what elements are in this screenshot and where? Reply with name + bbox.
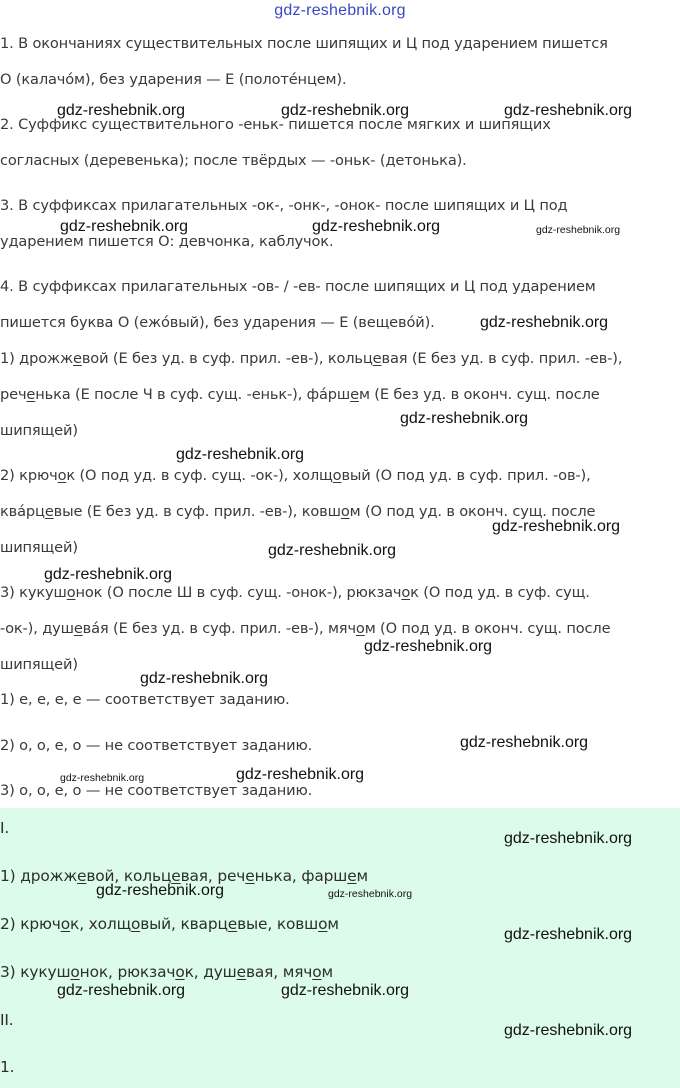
watermark: gdz-reshebnik.org	[480, 314, 609, 331]
underlined-letter: о	[60, 915, 71, 933]
analysis-1-line-3: шипящей)	[0, 422, 78, 439]
underlined-letter: о	[332, 467, 342, 484]
underlined-letter: е	[227, 915, 238, 933]
rule-2-line-1: 2. Суффикс существительного -еньк- пишется после мягких и шипящих	[0, 116, 551, 133]
analysis-3-line-1: 3) кукушонок (О после Ш в суф. сущ. -онок-), рюкзачок (О под уд. в суф. сущ.	[0, 584, 590, 601]
underlined-letter: е	[44, 503, 54, 520]
watermark: gdz-reshebnik.org	[504, 1022, 633, 1039]
watermark: gdz-reshebnik.org	[268, 542, 397, 559]
watermark: gdz-reshebnik.org	[536, 224, 621, 236]
answer-row-2: 2) крючок, холщовый, кварцевые, ковшом	[0, 915, 339, 933]
rule-1-line-2: О (калачо́м), без ударения — Е (полоте́нцем).	[0, 71, 347, 88]
answer-row-1: 1) дрожжевой, кольцевая, реченька, фаршем	[0, 867, 368, 885]
underlined-letter: е	[77, 867, 87, 885]
underlined-letter: о	[70, 963, 80, 981]
analysis-3-line-3: шипящей)	[0, 656, 78, 673]
section-2-heading: II.	[0, 1011, 14, 1029]
underlined-letter: о	[57, 467, 67, 484]
watermark: gdz-reshebnik.org	[57, 982, 186, 999]
analysis-1-line-1: 1) дрожжевой (Е без уд. в суф. прил. -ев-), кольцевая (Е без уд. в суф. прил. -ев-),	[0, 350, 623, 367]
answer-panel	[0, 808, 680, 1088]
rule-4-line-1: 4. В суффиксах прилагательных -ов- / -ев- после шипящих и Ц под ударением	[0, 278, 596, 295]
watermark: gdz-reshebnik.org	[504, 102, 633, 119]
watermark: gdz-reshebnik.org	[60, 218, 189, 235]
underlined-letter: е	[347, 867, 357, 885]
underlined-letter: о	[66, 584, 76, 601]
watermark: gdz-reshebnik.org	[460, 734, 589, 751]
rule-3-line-2: ударением пишется О: девчонка, каблучок.	[0, 233, 334, 250]
section-1-heading: I.	[0, 819, 10, 837]
watermark: gdz-reshebnik.org	[57, 102, 186, 119]
watermark: gdz-reshebnik.org	[281, 982, 410, 999]
rule-1-line-1: 1. В окончаниях существительных после шипящих и Ц под ударением пишется	[0, 35, 608, 52]
watermark: gdz-reshebnik.org	[504, 830, 633, 847]
watermark: gdz-reshebnik.org	[176, 446, 305, 463]
check-1: 1) е, е, е, е — соответствует заданию.	[0, 691, 290, 708]
underlined-letter: о	[130, 915, 141, 933]
underlined-letter: е	[236, 963, 246, 981]
rule-4-line-2: пишется буква О (ежо́вый), без ударения — Е (вещево́й).	[0, 314, 435, 331]
watermark: gdz-reshebnik.org	[328, 888, 413, 900]
underlined-letter: е	[372, 350, 382, 367]
watermark: gdz-reshebnik.org	[281, 102, 410, 119]
watermark: gdz-reshebnik.org	[312, 218, 441, 235]
underlined-letter: е	[73, 350, 82, 367]
check-2: 2) о, о, е, о — не соответствует заданию.	[0, 737, 313, 754]
analysis-1-line-2: реченька (Е после Ч в суф. сущ. -еньк-), фа́ршем (Е без уд. в оконч. сущ. после	[0, 386, 600, 403]
underlined-letter: о	[318, 915, 328, 933]
underlined-letter: о	[312, 963, 322, 981]
underlined-letter: е	[350, 386, 359, 403]
underlined-letter: о	[340, 503, 350, 520]
underlined-letter: о	[175, 963, 185, 981]
watermark: gdz-reshebnik.org	[364, 638, 493, 655]
underlined-letter: е	[171, 867, 181, 885]
watermark: gdz-reshebnik.org	[60, 772, 145, 784]
watermark: gdz-reshebnik.org	[400, 410, 529, 427]
top-watermark[interactable]: gdz-reshebnik.org	[274, 2, 406, 19]
watermark: gdz-reshebnik.org	[140, 670, 269, 687]
watermark: gdz-reshebnik.org	[492, 518, 621, 535]
answer-row-3: 3) кукушонок, рюкзачок, душевая, мячом	[0, 963, 333, 981]
analysis-2-line-2: ква́рцевые (Е без уд. в суф. прил. -ев-), ковшом (О под уд. в оконч. сущ. после	[0, 503, 596, 520]
underlined-letter: е	[73, 620, 83, 637]
analysis-2-line-3: шипящей)	[0, 539, 78, 556]
check-3: 3) о, о, е, о — не соответствует заданию.	[0, 782, 313, 799]
analysis-3-line-2: -ок-), душева́я (Е без уд. в суф. прил. -ев-), мячом (О под уд. в оконч. сущ. после	[0, 620, 611, 637]
section-2-item-1: 1.	[0, 1058, 15, 1076]
watermark: gdz-reshebnik.org	[236, 766, 365, 783]
watermark: gdz-reshebnik.org	[96, 882, 225, 899]
underlined-letter: е	[26, 386, 36, 403]
rule-3-line-1: 3. В суффиксах прилагательных -ок-, -онк-, -онок- после шипящих и Ц под	[0, 197, 568, 214]
underlined-letter: е	[245, 867, 255, 885]
underlined-letter: о	[401, 584, 411, 601]
watermark: gdz-reshebnik.org	[44, 566, 173, 583]
rule-2-line-2: согласных (деревенька); после твёрдых — -оньк- (детонька).	[0, 152, 467, 169]
underlined-letter: о	[355, 620, 365, 637]
analysis-2-line-1: 2) крючок (О под уд. в суф. сущ. -ок-), холщовый (О под уд. в суф. прил. -ов-),	[0, 467, 591, 484]
watermark: gdz-reshebnik.org	[504, 926, 633, 943]
